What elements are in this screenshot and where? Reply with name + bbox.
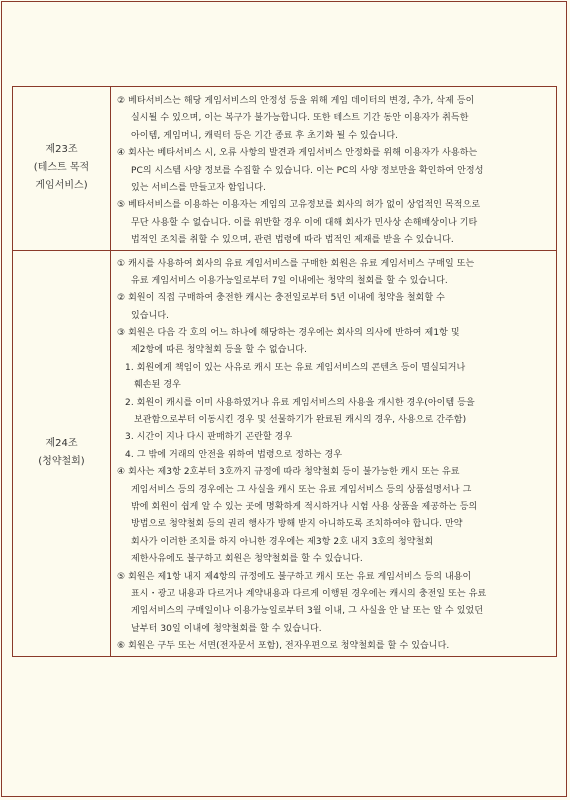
article23-line: ② 베타서비스는 해당 게임서비스의 안정성 등을 위해 게임 데이터의 변경, 추가, 삭제 등이: [117, 96, 475, 106]
article24-line: 보관함으로부터 이동시킨 경우 및 선물하기가 완료된 캐시의 경우, 사용으로 간주함): [134, 415, 467, 426]
article-23-title-2: 게임서비스): [35, 180, 88, 192]
article-24-label: [13, 250, 111, 656]
article24-line: 1. 회원에게 책임이 있는 사유로 캐시 또는 유료 게임서비스의 콘텐츠 등이 멸실되거나: [125, 362, 466, 373]
article24-line: 게임서비스 등의 경우에는 그 사실을 캐시 또는 유료 게임서비스 등의 상품설명서나 그: [131, 484, 472, 495]
article24-line: 제한사유에도 불구하고 회원은 청약철회를 할 수 있습니다.: [131, 554, 363, 565]
article24-line: ⑤ 회원은 제1항 내지 제4항의 규정에도 불구하고 캐시 또는 유료 게임서비스 등의 내용이: [117, 571, 472, 582]
article-24-number: 제24조: [45, 438, 78, 449]
article24-line: ③ 회원은 다음 각 호의 어느 하나에 해당하는 경우에는 회사의 의사에 반하여 제1항 및: [117, 328, 460, 339]
article24-line: 훼손된 경우: [134, 380, 181, 391]
article23-line: ⑤ 베타서비스를 이용하는 이용자는 게임의 고유정보를 회사의 허가 없이 상업적인 목적으로: [117, 200, 481, 211]
article-23-body: [111, 87, 557, 251]
article-24-row: [13, 250, 557, 656]
article-24-body: [111, 250, 557, 656]
article24-line: 날부터 30일 이내에 청약철회를 할 수 있습니다.: [131, 623, 322, 634]
article24-line: 회사가 이러한 조치를 하지 아니한 경우에는 제3항 2호 내지 3호의 청약철회: [131, 536, 434, 547]
article24-line: 3. 시간이 지나 다시 판매하기 곤란할 경우: [125, 432, 293, 443]
article24-line: ⑥ 회원은 구두 또는 서면(전자문서 포함), 전자우편으로 청약철회를 할 수 있습니다.: [117, 641, 450, 652]
article24-line: ④ 회사는 제3항 2호부터 3호까지 규정에 따라 청약철회 등이 불가능한 캐시 또는 유료: [117, 467, 460, 478]
article24-line: 표시・광고 내용과 다르거나 계약내용과 다르게 이행된 경우에는 캐시의 충전일 또는 유료: [131, 588, 487, 599]
article24-line: 4. 그 밖에 거래의 안전을 위하여 법령으로 정하는 경우: [125, 449, 343, 460]
article23-line: 무단 사용할 수 없습니다. 이를 위반할 경우 이에 대해 회사가 민사상 손해배상이나 기타: [131, 217, 478, 228]
article23-line: PC의 시스템 사양 정보를 수집할 수 있습니다. 이는 PC의 사양 정보만을 확인하여 안정성: [131, 165, 484, 176]
article-23-row: [13, 87, 557, 251]
article24-line: 제2항에 따른 청약철회 등을 할 수 없습니다.: [131, 345, 308, 356]
article24-line: ② 회원이 직접 구매하여 충전한 캐시는 충전일로부터 5년 이내에 청약을 철회할 수: [117, 293, 445, 304]
article24-line: 있습니다.: [131, 310, 170, 321]
article-23-number: 제23조: [45, 144, 78, 156]
article-23-title-1: (테스트 목적: [33, 162, 90, 174]
article23-line: 실시될 수 있으며, 이는 복구가 불가능합니다. 또한 테스트 기간 동안 이용자가 취득한: [131, 113, 469, 124]
terms-table: [12, 86, 557, 657]
article24-line: ① 캐시를 사용하여 회사의 유료 게임서비스를 구매한 회원은 유료 게임서비스 구매일 또는: [117, 258, 475, 269]
article24-line: 유료 게임서비스 이용가능일로부터 7일 이내에는 청약의 철회를 할 수 있습니다.: [131, 275, 448, 286]
article24-line: 게임서비스의 구매일이나 이용가능일로부터 3월 이내, 그 사실을 안 날 또는 알 수 있었던: [131, 606, 484, 617]
article24-line: 2. 회원이 캐시를 이미 사용하였거나 유료 게임서비스의 사용을 개시한 경우(아이템 등을: [125, 397, 475, 408]
article23-line: ④ 회사는 베타서비스 시, 오류 사항의 발견과 게임서비스 안정화를 위해 이용자가 사용하는: [117, 148, 478, 159]
article23-line: 아이템, 게임머니, 캐릭터 등은 기간 종료 후 초기화 될 수 있습니다.: [131, 130, 399, 141]
article23-line: 있는 서비스를 만들고자 함입니다.: [131, 182, 266, 193]
article24-line: 방법으로 청약철회 등의 권리 행사가 방해 받지 아니하도록 조치하여야 합니다. 만약: [131, 519, 463, 530]
article23-line: 법적인 조치를 취할 수 있으며, 관련 법령에 따라 법적인 제재를 받을 수 있습니다.: [131, 235, 454, 246]
article-23-label: [13, 87, 111, 251]
article24-line: 밖에 회원이 쉽게 알 수 있는 곳에 명확하게 적시하거나 시험 사용 상품을 제공하는 등의: [131, 501, 478, 512]
article-24-title: (청약철회): [38, 456, 85, 467]
